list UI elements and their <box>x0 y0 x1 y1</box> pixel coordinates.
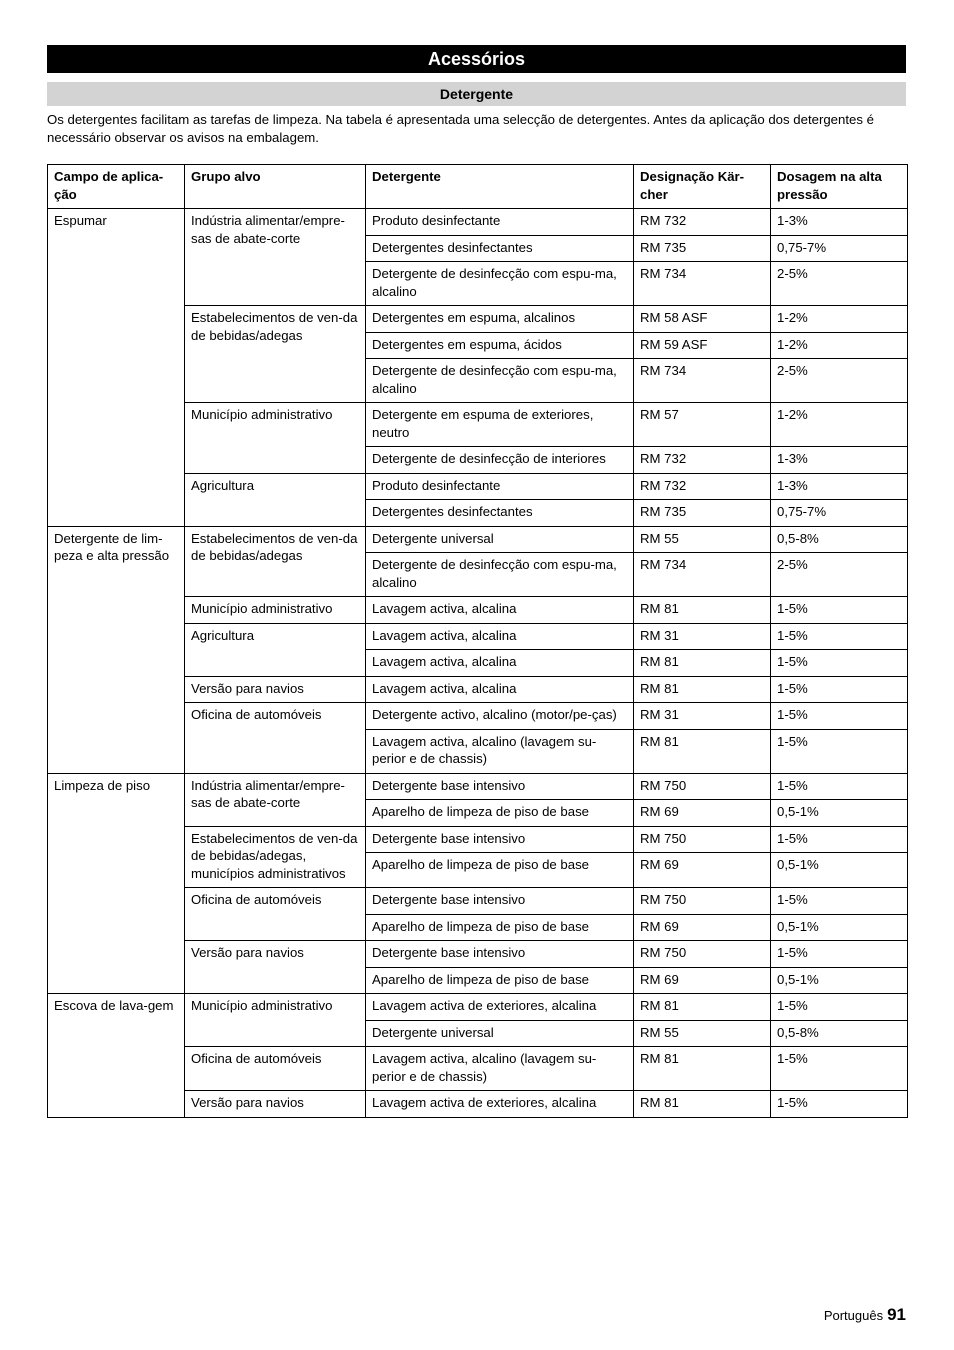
cell-dosage: 1-5% <box>771 703 908 730</box>
cell-designation: RM 81 <box>634 597 771 624</box>
cell-dosage: 0,5-1% <box>771 853 908 888</box>
header-application-field: Campo de aplica-ção <box>48 165 185 209</box>
cell-dosage: 0,75-7% <box>771 500 908 527</box>
cell-detergent: Lavagem activa, alcalino (lavagem su-perior e de chassis) <box>366 729 634 773</box>
cell-designation: RM 750 <box>634 826 771 853</box>
cell-designation: RM 732 <box>634 447 771 474</box>
cell-designation: RM 69 <box>634 914 771 941</box>
cell-detergent: Lavagem activa, alcalina <box>366 676 634 703</box>
cell-designation: RM 57 <box>634 403 771 447</box>
cell-target-group: Estabelecimentos de ven-da de bebidas/adegas <box>185 306 366 403</box>
cell-dosage: 1-2% <box>771 306 908 333</box>
cell-target-group: Indústria alimentar/empre-sas de abate-corte <box>185 209 366 306</box>
cell-target-group: Município administrativo <box>185 403 366 474</box>
cell-detergent: Lavagem activa de exteriores, alcalina <box>366 1091 634 1118</box>
cell-dosage: 0,5-1% <box>771 967 908 994</box>
cell-target-group: Versão para navios <box>185 1091 366 1118</box>
cell-detergent: Aparelho de limpeza de piso de base <box>366 967 634 994</box>
cell-detergent: Lavagem activa, alcalina <box>366 623 634 650</box>
cell-detergent: Aparelho de limpeza de piso de base <box>366 800 634 827</box>
cell-detergent: Detergente em espuma de exteriores, neutro <box>366 403 634 447</box>
cell-dosage: 2-5% <box>771 553 908 597</box>
cell-detergent: Detergentes em espuma, ácidos <box>366 332 634 359</box>
cell-designation: RM 735 <box>634 235 771 262</box>
detergent-table <box>47 164 908 1118</box>
cell-dosage: 0,5-8% <box>771 526 908 553</box>
cell-detergent: Detergente base intensivo <box>366 826 634 853</box>
table-row <box>48 773 908 800</box>
cell-detergent: Detergente base intensivo <box>366 941 634 968</box>
cell-dosage: 1-3% <box>771 447 908 474</box>
cell-dosage: 0,5-8% <box>771 1020 908 1047</box>
table-row <box>48 994 908 1021</box>
cell-dosage: 1-5% <box>771 1091 908 1118</box>
cell-target-group: Agricultura <box>185 473 366 526</box>
cell-dosage: 1-5% <box>771 650 908 677</box>
cell-detergent: Detergente base intensivo <box>366 773 634 800</box>
cell-dosage: 1-5% <box>771 888 908 915</box>
cell-designation: RM 55 <box>634 526 771 553</box>
cell-dosage: 0,5-1% <box>771 914 908 941</box>
cell-dosage: 1-5% <box>771 994 908 1021</box>
cell-designation: RM 81 <box>634 1047 771 1091</box>
cell-designation: RM 734 <box>634 262 771 306</box>
cell-detergent: Detergentes desinfectantes <box>366 500 634 527</box>
cell-detergent: Detergente universal <box>366 1020 634 1047</box>
footer-language: Português <box>823 1308 884 1323</box>
page-title: Acessórios <box>47 45 906 73</box>
cell-detergent: Detergente activo, alcalino (motor/pe-ças) <box>366 703 634 730</box>
cell-target-group: Agricultura <box>185 623 366 676</box>
cell-detergent: Aparelho de limpeza de piso de base <box>366 853 634 888</box>
table-row <box>48 209 908 236</box>
cell-detergent: Aparelho de limpeza de piso de base <box>366 914 634 941</box>
cell-designation: RM 81 <box>634 676 771 703</box>
cell-designation: RM 732 <box>634 473 771 500</box>
cell-designation: RM 81 <box>634 994 771 1021</box>
cell-dosage: 1-5% <box>771 729 908 773</box>
cell-designation: RM 55 <box>634 1020 771 1047</box>
cell-designation: RM 81 <box>634 729 771 773</box>
cell-detergent: Detergente base intensivo <box>366 888 634 915</box>
cell-dosage: 1-5% <box>771 676 908 703</box>
cell-designation: RM 81 <box>634 1091 771 1118</box>
cell-target-group: Indústria alimentar/empre-sas de abate-corte <box>185 773 366 826</box>
cell-dosage: 1-5% <box>771 623 908 650</box>
cell-designation: RM 732 <box>634 209 771 236</box>
cell-dosage: 0,75-7% <box>771 235 908 262</box>
cell-detergent: Lavagem activa, alcalina <box>366 597 634 624</box>
cell-target-group: Município administrativo <box>185 994 366 1047</box>
cell-detergent: Produto desinfectante <box>366 209 634 236</box>
cell-dosage: 0,5-1% <box>771 800 908 827</box>
page-footer <box>824 1305 906 1325</box>
cell-target-group: Versão para navios <box>185 941 366 994</box>
cell-designation: RM 69 <box>634 853 771 888</box>
table-row <box>48 526 908 553</box>
cell-detergent: Lavagem activa, alcalino (lavagem su-perior e de chassis) <box>366 1047 634 1091</box>
cell-detergent: Detergente de desinfecção com espu-ma, alcalino <box>366 359 634 403</box>
table-header-row <box>48 165 908 209</box>
cell-dosage: 1-3% <box>771 473 908 500</box>
cell-designation: RM 734 <box>634 553 771 597</box>
cell-target-group: Estabelecimentos de ven-da de bebidas/adegas <box>185 526 366 597</box>
cell-dosage: 2-5% <box>771 262 908 306</box>
cell-application-field: Detergente de lim-peza e alta pressão <box>48 526 185 773</box>
cell-detergent: Produto desinfectante <box>366 473 634 500</box>
header-target-group: Grupo alvo <box>185 165 366 209</box>
cell-designation: RM 734 <box>634 359 771 403</box>
cell-detergent: Detergente universal <box>366 526 634 553</box>
cell-dosage: 1-5% <box>771 941 908 968</box>
cell-detergent: Detergentes desinfectantes <box>366 235 634 262</box>
cell-designation: RM 31 <box>634 623 771 650</box>
intro-paragraph: Os detergentes facilitam as tarefas de limpeza. Na tabela é apresentada uma selecção de detergentes. Antes da aplicação dos detergentes é necessário observar os avisos na embalagem. <box>47 112 874 145</box>
cell-detergent: Detergente de desinfecção com espu-ma, alcalino <box>366 553 634 597</box>
cell-designation: RM 750 <box>634 941 771 968</box>
header-dosage: Dosagem na alta pressão <box>771 165 908 209</box>
cell-designation: RM 59 ASF <box>634 332 771 359</box>
cell-detergent: Detergente de desinfecção de interiores <box>366 447 634 474</box>
cell-designation: RM 735 <box>634 500 771 527</box>
cell-dosage: 1-5% <box>771 826 908 853</box>
cell-dosage: 1-5% <box>771 773 908 800</box>
cell-application-field: Limpeza de piso <box>48 773 185 994</box>
cell-target-group: Oficina de automóveis <box>185 1047 366 1091</box>
cell-designation: RM 69 <box>634 967 771 994</box>
cell-application-field: Espumar <box>48 209 185 527</box>
page-number: 91 <box>887 1305 906 1324</box>
section-subtitle: Detergente <box>47 82 906 106</box>
cell-target-group: Oficina de automóveis <box>185 703 366 774</box>
cell-detergent: Detergentes em espuma, alcalinos <box>366 306 634 333</box>
cell-target-group: Município administrativo <box>185 597 366 624</box>
cell-designation: RM 750 <box>634 888 771 915</box>
header-karcher-designation: Designação Kär-cher <box>634 165 771 209</box>
cell-designation: RM 58 ASF <box>634 306 771 333</box>
cell-designation: RM 31 <box>634 703 771 730</box>
cell-designation: RM 81 <box>634 650 771 677</box>
cell-target-group: Versão para navios <box>185 676 366 703</box>
cell-dosage: 1-2% <box>771 332 908 359</box>
cell-designation: RM 69 <box>634 800 771 827</box>
cell-dosage: 1-5% <box>771 1047 908 1091</box>
cell-application-field: Escova de lava-gem <box>48 994 185 1118</box>
cell-detergent: Detergente de desinfecção com espu-ma, alcalino <box>366 262 634 306</box>
header-detergent: Detergente <box>366 165 634 209</box>
cell-dosage: 1-5% <box>771 597 908 624</box>
cell-detergent: Lavagem activa de exteriores, alcalina <box>366 994 634 1021</box>
cell-target-group: Estabelecimentos de ven-da de bebidas/adegas, municípios administrativos <box>185 826 366 888</box>
cell-dosage: 1-3% <box>771 209 908 236</box>
cell-detergent: Lavagem activa, alcalina <box>366 650 634 677</box>
cell-dosage: 2-5% <box>771 359 908 403</box>
cell-dosage: 1-2% <box>771 403 908 447</box>
cell-designation: RM 750 <box>634 773 771 800</box>
cell-target-group: Oficina de automóveis <box>185 888 366 941</box>
